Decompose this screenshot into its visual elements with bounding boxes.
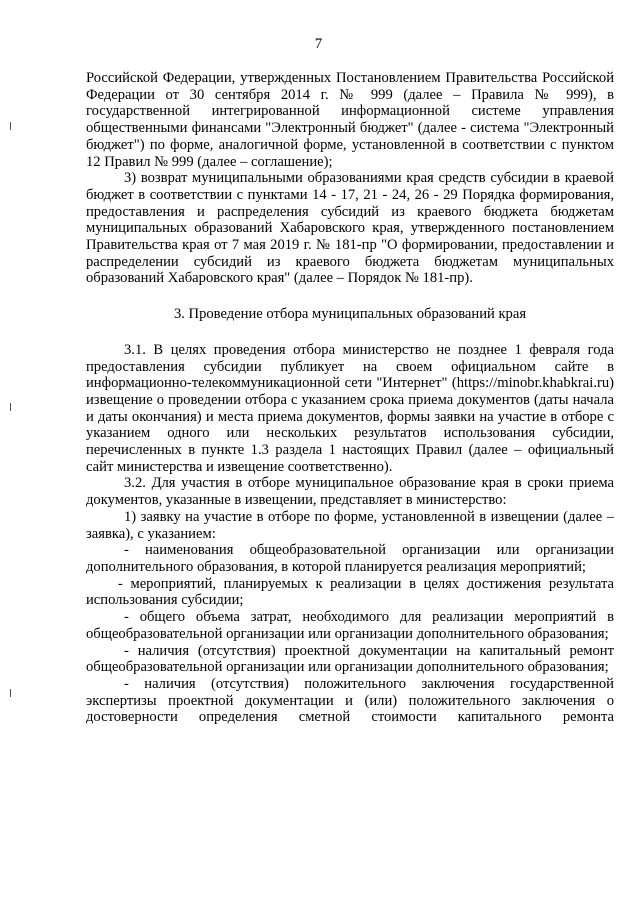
margin-mark (10, 689, 11, 697)
margin-mark (10, 403, 11, 411)
paragraph-item-3: 3) возврат муниципальными образованиями края средств субсидии в краевой бюджет в соответствии с пунктами 14 - 17, 21 - 24, 26 - 29 Порядка формирования, предоставления и распределения субсидий из краевого бюджета бюджетам муниципальных образований Хабаровского края, утвержденного постановлением Правительства края от 7 мая 2019 г. № 181-пр "О формировании, предоставлении и распределении субсидий из краевого бюджета бюджетам муниципальных образований Хабаровского края" (далее – Порядок № 181-пр). (86, 170, 614, 287)
paragraph-3-2: 3.2. Для участия в отборе муниципальное образование края в сроки приема документов, указанные в извещении, представляет в министерство: (86, 475, 614, 509)
list-item: - мероприятий, планируемых к реализации в целях достижения результата использования субсидии; (86, 575, 614, 609)
paragraph-item-1: 1) заявку на участие в отборе по форме, установленной в извещении (далее – заявка), с указанием: (86, 508, 614, 542)
section-heading: 3. Проведение отбора муниципальных образований края (173, 306, 527, 323)
margin-mark (10, 122, 11, 130)
paragraph-3-1: 3.1. В целях проведения отбора министерство не позднее 1 февраля года предоставления субсидии публикует на своем официальном сайте в информационно-телекоммуникационной сети "Интернет" (https://minobr.khabkrai.ru) извещение о проведении отбора с указанием срока приема документов (даты начала и даты окончания) и места приема документов, формы заявки на участие в отборе с указанием одного или нескольких результатов использования субсидии, перечисленных в пункте 1.3 раздела 1 настоящих Правил (далее – официальный сайт министерства и извещение соответственно). (86, 341, 614, 475)
page-number: 7 (314, 36, 323, 52)
list-item: - наличия (отсутствия) проектной документации на капитальный ремонт общеобразовательной организации или организации дополнительного образования; (86, 642, 614, 676)
list-item: - наличия (отсутствия) положительного заключения государственной экспертизы проектной документации и (или) положительного заключения о достоверности определения сметной стоимости капитального ремонта (86, 675, 614, 726)
list-item: - наименования общеобразовательной организации или организации дополнительного образования, в которой планируется реализация мероприятий; (86, 542, 614, 575)
list-item: - общего объема затрат, необходимого для реализации мероприятий в общеобразовательной организации или организации дополнительного образования; (86, 609, 614, 642)
document-body (86, 70, 614, 726)
paragraph-continuation: Российской Федерации, утвержденных Постановлением Правительства Российской Федерации от 30 сентября 2014 г. № 999 (далее – Правила № 999), в государственной интегрированной информационной системе управления общественными финансами "Электронный бюджет" (далее - система "Электронный бюджет") по форме, аналогичной форме, установленной в соответствии с пунктом 12 Правил № 999 (далее – соглашение); (86, 70, 614, 170)
